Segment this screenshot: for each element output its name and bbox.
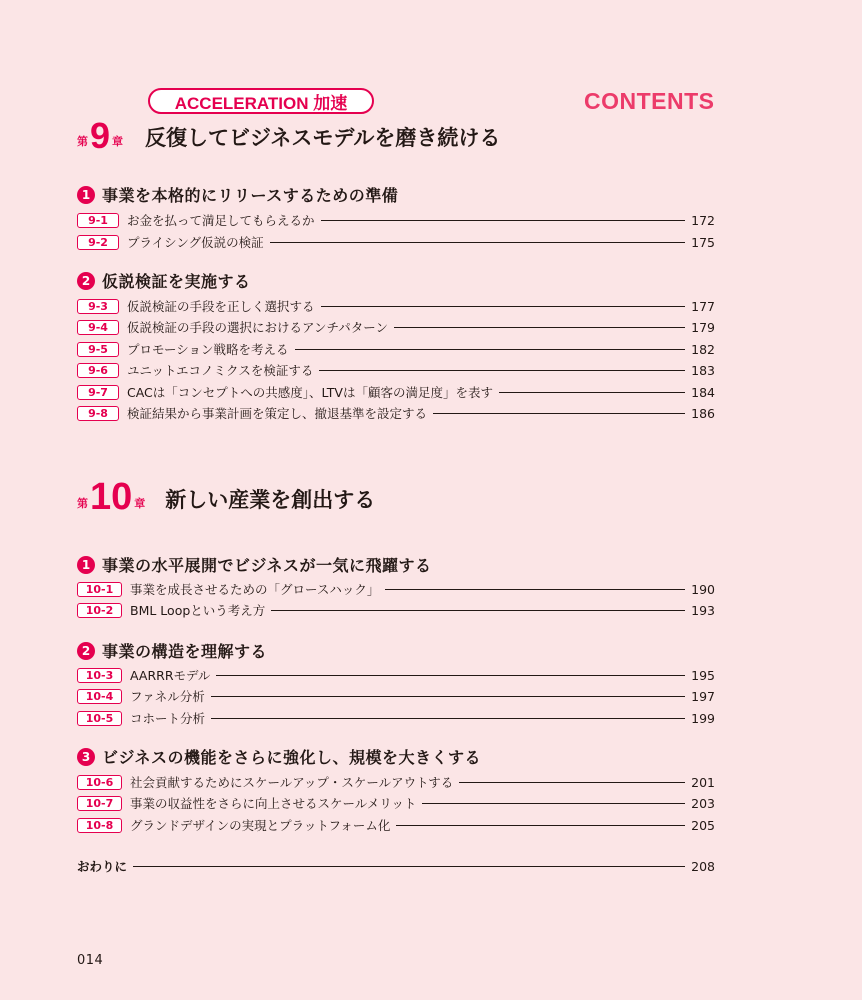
leader-line: [295, 349, 686, 350]
entry-title: お金を払って満足してもらえるか: [127, 213, 315, 228]
entry-tag: 9-6: [77, 363, 119, 378]
leader-line: [321, 220, 686, 221]
toc-entry[interactable]: [77, 709, 715, 727]
chapter-prefix: 第: [77, 135, 88, 148]
entry-page: 197: [691, 688, 715, 704]
chapter-title: 新しい産業を創出する: [165, 488, 376, 512]
entry-title: 仮説検証の手段を正しく選択する: [127, 299, 315, 314]
entry-page: 175: [691, 234, 715, 250]
toc-entry[interactable]: [77, 297, 715, 315]
entry-title: 事業を成長させるための「グロースハック」: [130, 582, 380, 597]
toc-entry[interactable]: [77, 233, 715, 251]
toc-entry[interactable]: [77, 601, 715, 619]
entry-title: プロモーション戦略を考える: [127, 342, 289, 357]
leader-line: [211, 718, 685, 719]
toc-entry[interactable]: [77, 318, 715, 336]
entry-page: 190: [691, 581, 715, 597]
entry-tag: 10-1: [77, 582, 122, 597]
chapter-heading-9: [77, 115, 501, 156]
entry-tag: 9-2: [77, 235, 119, 250]
leader-line: [459, 782, 685, 783]
entry-page: 205: [691, 817, 715, 833]
chapter-suffix: 章: [112, 135, 124, 148]
toc-entry[interactable]: [77, 383, 715, 401]
section-number-badge: 2: [77, 642, 95, 660]
entry-title: 事業の収益性をさらに向上させるスケールメリット: [130, 796, 417, 811]
section-number-badge: 3: [77, 748, 95, 766]
entry-page: 184: [691, 384, 715, 400]
entry-title: 検証結果から事業計画を策定し、撤退基準を設定する: [127, 406, 428, 421]
leader-line: [211, 696, 685, 697]
section-title: ビジネスの機能をさらに強化し、規模を大きくする: [102, 748, 482, 767]
toc-entry[interactable]: [77, 580, 715, 598]
entry-page: 186: [691, 405, 715, 421]
entry-tag: 10-5: [77, 711, 122, 726]
toc-entry-closing[interactable]: [77, 857, 715, 875]
section-heading: [77, 269, 251, 292]
toc-entry[interactable]: [77, 361, 715, 379]
section-heading: [77, 639, 267, 662]
leader-line: [385, 589, 685, 590]
section-title: 事業の水平展開でビジネスが一気に飛躍する: [102, 556, 432, 575]
chapter-heading-10: [77, 478, 375, 516]
toc-entry[interactable]: [77, 211, 715, 229]
entry-title: ユニットエコノミクスを検証する: [127, 363, 314, 378]
section-title: 仮説検証を実施する: [102, 272, 251, 291]
leader-line: [319, 370, 685, 371]
entry-tag: 10-2: [77, 603, 122, 618]
entry-page: 177: [691, 298, 715, 314]
entry-page: 203: [691, 795, 715, 811]
entry-tag: 9-1: [77, 213, 119, 228]
entry-tag: 10-6: [77, 775, 122, 790]
chapter-number: 9: [90, 115, 111, 156]
leader-line: [270, 242, 686, 243]
entry-tag: 9-4: [77, 320, 119, 335]
toc-entry[interactable]: [77, 404, 715, 422]
leader-line: [321, 306, 686, 307]
entry-tag: 9-5: [77, 342, 119, 357]
page-number: 014: [77, 953, 104, 968]
leader-line: [271, 610, 685, 611]
leader-line: [499, 392, 685, 393]
section-title: 事業を本格的にリリースするための準備: [102, 186, 399, 205]
entry-title: 社会貢献するためにスケールアップ・スケールアウトする: [130, 775, 454, 790]
entry-page: 199: [691, 710, 715, 726]
toc-entry[interactable]: [77, 666, 715, 684]
entry-title: BML Loopという考え方: [130, 603, 266, 618]
toc-entry[interactable]: [77, 794, 715, 812]
entry-tag: 10-7: [77, 796, 122, 811]
section-number-badge: 1: [77, 556, 95, 574]
section-heading: [77, 183, 398, 206]
leader-line: [216, 675, 685, 676]
chapter-prefix: 第: [77, 497, 88, 510]
entry-title: グランドデザインの実現とプラットフォーム化: [130, 818, 391, 833]
contents-label: CONTENTS: [584, 88, 715, 114]
entry-page: 208: [691, 858, 715, 874]
toc-entry[interactable]: [77, 773, 715, 791]
entry-tag: 9-8: [77, 406, 119, 421]
part-label: ACCELERATION 加速: [148, 88, 374, 114]
leader-line: [133, 866, 685, 867]
section-heading: [77, 553, 432, 576]
entry-page: 201: [691, 774, 715, 790]
entry-page: 183: [691, 362, 715, 378]
entry-tag: 9-3: [77, 299, 119, 314]
entry-tag: 9-7: [77, 385, 119, 400]
entry-page: 193: [691, 602, 715, 618]
entry-tag: 10-4: [77, 689, 122, 704]
section-heading: [77, 745, 481, 768]
entry-page: 172: [691, 212, 715, 228]
entry-page: 179: [691, 319, 715, 335]
chapter-title: 反復してビジネスモデルを磨き続ける: [145, 126, 501, 150]
section-number-badge: 2: [77, 272, 95, 290]
chapter-suffix: 章: [134, 497, 146, 510]
entry-page: 195: [691, 667, 715, 683]
toc-entry[interactable]: [77, 816, 715, 834]
leader-line: [396, 825, 685, 826]
entry-title: プライシング仮説の検証: [127, 235, 264, 250]
toc-entry[interactable]: [77, 687, 715, 705]
entry-tag: 10-8: [77, 818, 122, 833]
entry-title: おわりに: [77, 859, 128, 874]
entry-title: AARRRモデル: [130, 668, 211, 683]
section-number-badge: 1: [77, 186, 95, 204]
section-title: 事業の構造を理解する: [102, 642, 268, 661]
toc-entry[interactable]: [77, 340, 715, 358]
chapter-number: 10: [90, 476, 133, 518]
entry-title: ファネル分析: [130, 689, 205, 704]
leader-line: [422, 803, 685, 804]
entry-page: 182: [691, 341, 715, 357]
leader-line: [433, 413, 685, 414]
entry-title: CACは「コンセプトへの共感度」、LTVは「顧客の満足度」を表す: [127, 385, 493, 400]
leader-line: [394, 327, 685, 328]
entry-tag: 10-3: [77, 668, 122, 683]
entry-title: コホート分析: [130, 711, 206, 726]
entry-title: 仮説検証の手段の選択におけるアンチパターン: [127, 320, 389, 335]
